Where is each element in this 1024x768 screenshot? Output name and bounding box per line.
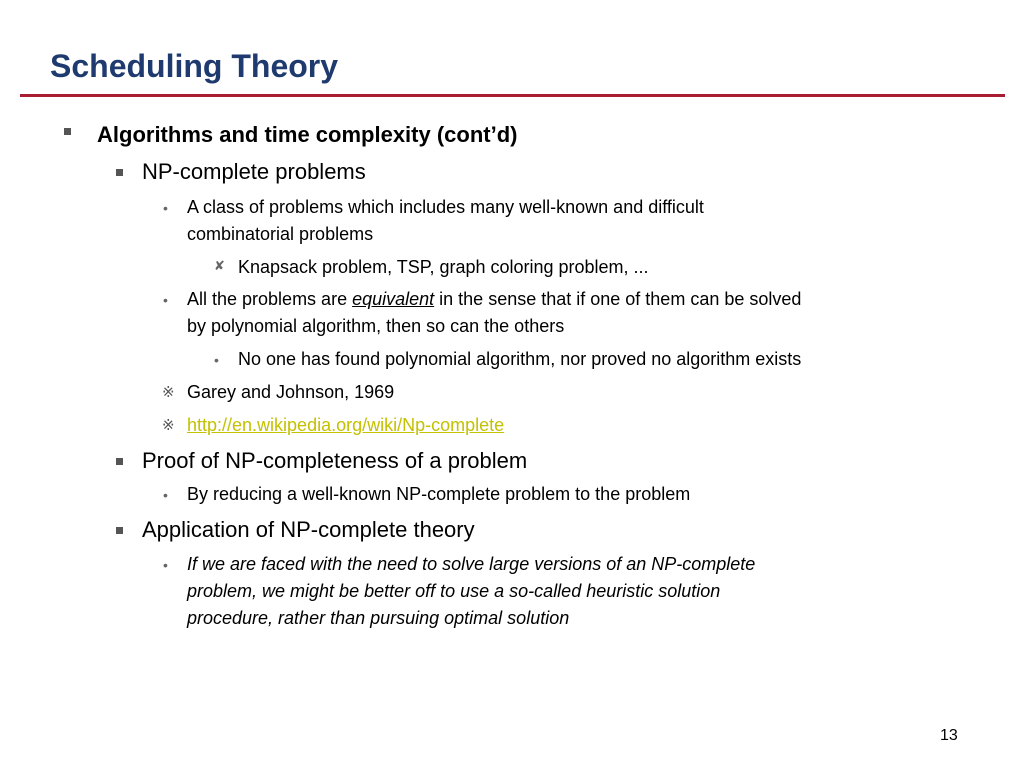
square-bullet-icon bbox=[116, 169, 123, 176]
equivalent-emphasis: equivalent bbox=[352, 289, 435, 309]
dot-bullet-icon: • bbox=[163, 200, 168, 216]
square-bullet-icon bbox=[116, 458, 123, 465]
square-bullet-icon bbox=[116, 527, 123, 534]
wikipedia-link[interactable]: http://en.wikipedia.org/wiki/Np-complete bbox=[187, 415, 505, 435]
bullet-class-of-problems-line1: A class of problems which includes many well-known and difficult bbox=[187, 197, 704, 217]
bullet-algorithms-complexity: Algorithms and time complexity (cont’d) bbox=[97, 122, 518, 147]
title-divider bbox=[20, 94, 1005, 97]
bullet-proof-np-completeness: Proof of NP-completeness of a problem bbox=[142, 448, 528, 473]
bullet-application-np-theory: Application of NP-complete theory bbox=[142, 517, 475, 542]
dot-bullet-icon: • bbox=[163, 487, 168, 503]
equivalent-pre-text: All the problems are bbox=[187, 289, 353, 309]
bullet-no-one-found: No one has found polynomial algorithm, nor proved no algorithm exists bbox=[238, 349, 802, 369]
bullet-garey-johnson: Garey and Johnson, 1969 bbox=[187, 382, 395, 402]
bullet-knapsack: Knapsack problem, TSP, graph coloring problem, ... bbox=[238, 257, 649, 277]
bullet-np-complete-problems: NP-complete problems bbox=[142, 159, 366, 184]
dot-bullet-icon: • bbox=[214, 352, 219, 368]
bullet-class-of-problems-line2: combinatorial problems bbox=[187, 224, 374, 244]
bullet-heuristic-line3: procedure, rather than pursuing optimal solution bbox=[187, 608, 570, 628]
cross-bullet-icon: ✘ bbox=[214, 258, 225, 273]
bullet-heuristic-line2: problem, we might be better off to use a so-called heuristic solution bbox=[187, 581, 721, 601]
dot-bullet-icon: • bbox=[163, 557, 168, 573]
bullet-equivalent-line1 bbox=[187, 286, 801, 313]
bullet-equivalent-line2: by polynomial algorithm, then so can the others bbox=[187, 316, 565, 336]
reference-mark-icon: ※ bbox=[162, 417, 175, 434]
bullet-by-reducing: By reducing a well-known NP-complete problem to the problem bbox=[187, 484, 691, 504]
page-number: 13 bbox=[940, 727, 958, 744]
dot-bullet-icon: • bbox=[163, 292, 168, 308]
slide-title: Scheduling Theory bbox=[50, 48, 339, 84]
reference-mark-icon: ※ bbox=[162, 384, 175, 401]
square-bullet-icon bbox=[64, 128, 71, 135]
equivalent-post-text: in the sense that if one of them can be solved bbox=[434, 289, 802, 309]
bullet-heuristic-line1: If we are faced with the need to solve large versions of an NP-complete bbox=[187, 554, 756, 574]
